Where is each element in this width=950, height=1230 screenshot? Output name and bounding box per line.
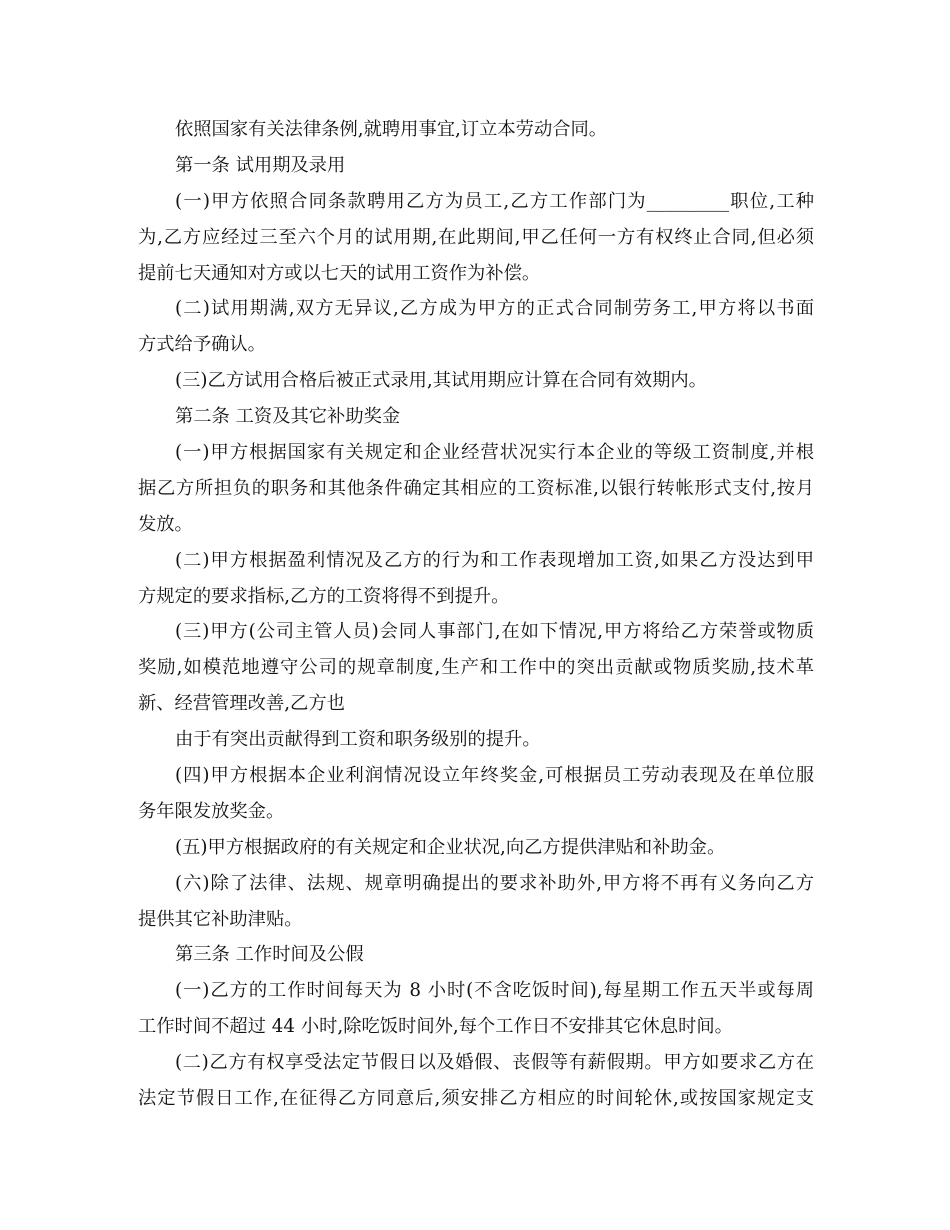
paragraph-line: (六)除了法律、法规、规章明确提出的要求补助外,甲方将不再有义务向乙方 <box>175 872 814 894</box>
paragraph-line: 新、经营管理改善,乙方也 <box>138 693 345 715</box>
paragraph-line: 提前七天通知对方或以七天的试用工资作为补偿。 <box>138 262 541 284</box>
paragraph-line: 据乙方所担负的职务和其他条件确定其相应的工资标准,以银行转帐形式支付,按月 <box>138 477 814 499</box>
paragraph-line: 由于有突出贡献得到工资和职务级别的提升。 <box>175 729 541 751</box>
paragraph-line: (三)甲方(公司主管人员)会同人事部门,在如下情况,甲方将给乙方荣誉或物质 <box>175 621 814 643</box>
paragraph-line: (三)乙方试用合格后被正式录用,其试用期应计算在合同有效期内。 <box>175 370 707 392</box>
paragraph-line: 方式给予确认。 <box>138 334 266 356</box>
paragraph-line: (二)乙方有权享受法定节假日以及婚假、丧假等有薪假期。甲方如要求乙方在 <box>175 1052 814 1074</box>
paragraph-line: 务年限发放奖金。 <box>138 800 285 822</box>
paragraph-line: 发放。 <box>138 513 193 535</box>
paragraph-line: (一)乙方的工作时间每天为 8 小时(不含吃饭时间),每星期工作五天半或每周 <box>175 980 814 1002</box>
paragraph-line: (二)甲方根据盈利情况及乙方的行为和工作表现增加工资,如果乙方没达到甲 <box>175 549 814 571</box>
section-heading-2: 第二条 工资及其它补助奖金 <box>175 406 401 428</box>
paragraph-line: 依照国家有关法律条例,就聘用事宜,订立本劳动合同。 <box>175 119 608 140</box>
paragraph-line: 为,乙方应经过三至六个月的试用期,在此期间,甲乙任何一方有权终止合同,但必须 <box>138 226 814 248</box>
paragraph-line: (五)甲方根据政府的有关规定和企业状况,向乙方提供津贴和补助金。 <box>175 836 726 858</box>
paragraph-line: (一)甲方根据国家有关规定和企业经营状况实行本企业的等级工资制度,并根 <box>175 442 814 464</box>
paragraph-line: (一)甲方依照合同条款聘用乙方为员工,乙方工作部门为_________职位,工种 <box>175 190 814 212</box>
paragraph-line: 方规定的要求指标,乙方的工资将得不到提升。 <box>138 585 510 607</box>
paragraph-line: 工作时间不超过 44 小时,除吃饭时间外,每个工作日不安排其它休息时间。 <box>138 1016 733 1038</box>
document-page <box>138 112 814 1117</box>
paragraph-line: (二)试用期满,双方无异议,乙方成为甲方的正式合同制劳务工,甲方将以书面 <box>175 298 814 320</box>
paragraph-line: 法定节假日工作,在征得乙方同意后,须安排乙方相应的时间轮休,或按国家规定支 <box>138 1088 814 1110</box>
paragraph-line: (四)甲方根据本企业利润情况设立年终奖金,可根据员工劳动表现及在单位服 <box>175 765 814 787</box>
paragraph-line: 提供其它补助津贴。 <box>138 908 303 930</box>
paragraph-line: 奖励,如模范地遵守公司的规章制度,生产和工作中的突出贡献或物质奖励,技术革 <box>138 657 814 679</box>
section-heading-1: 第一条 试用期及录用 <box>175 154 346 176</box>
section-heading-3: 第三条 工作时间及公假 <box>175 944 364 966</box>
